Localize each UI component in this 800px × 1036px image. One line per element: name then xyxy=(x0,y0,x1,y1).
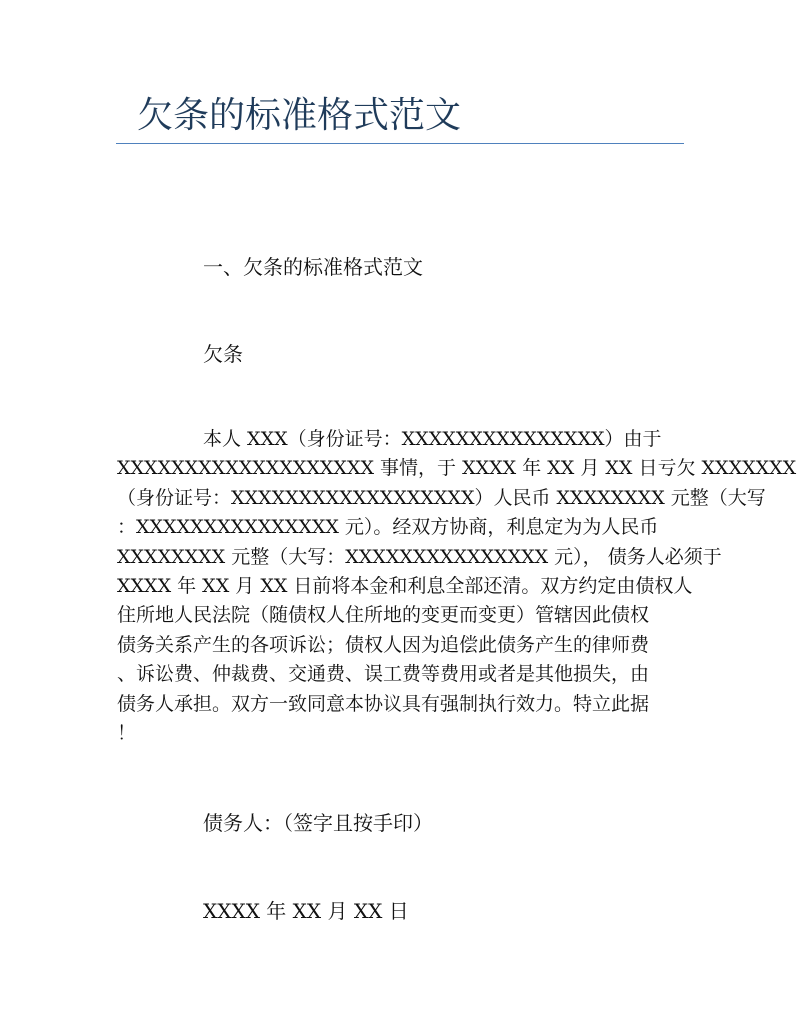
body-line: 住所地人民法院（随债权人住所地的变更而变更）管辖因此债权 xyxy=(117,604,650,627)
body-line: XXXXXXXXXXXXXXXXXXX 事情，于 XXXX 年 XX 月 XX 日亏欠 XXXXXXX xyxy=(117,457,797,480)
body-line: （身份证号：XXXXXXXXXXXXXXXXXX）人民币 XXXXXXXX 元整（大写 xyxy=(117,486,766,509)
date-line: XXXX 年 XX 月 XX 日 xyxy=(203,899,409,923)
body-line: XXXX 年 XX 月 XX 日前将本金和利息全部还清。双方约定由债权人 xyxy=(117,575,693,598)
document-title: 欠条的标准格式范文 xyxy=(137,95,462,136)
body-line: 债务关系产生的各项诉讼；债权人因为追偿此债务产生的律师费 xyxy=(117,633,650,656)
body-line: 本人 XXX（身份证号：XXXXXXXXXXXXXXX）由于 xyxy=(203,428,662,450)
title-underline xyxy=(116,143,684,144)
document-name: 欠条 xyxy=(203,342,243,366)
body-line: ：XXXXXXXXXXXXXXX 元）。经双方协商，利息定为为人民币 xyxy=(117,516,659,539)
body-line: 债务人承担。双方一致同意本协议具有强制执行效力。特立此据 xyxy=(117,692,650,715)
debtor-signature-line: 债务人：（签字且按手印） xyxy=(203,811,433,835)
body-line: ！ xyxy=(117,722,137,745)
body-line: 、诉讼费、仲裁费、交通费、误工费等费用或者是其他损失，由 xyxy=(117,663,650,686)
body-paragraph xyxy=(117,425,797,748)
section-heading: 一、欠条的标准格式范文 xyxy=(203,255,423,279)
body-line: XXXXXXXX 元整（大写：XXXXXXXXXXXXXXX 元）， 债务人必须于 xyxy=(117,545,722,568)
